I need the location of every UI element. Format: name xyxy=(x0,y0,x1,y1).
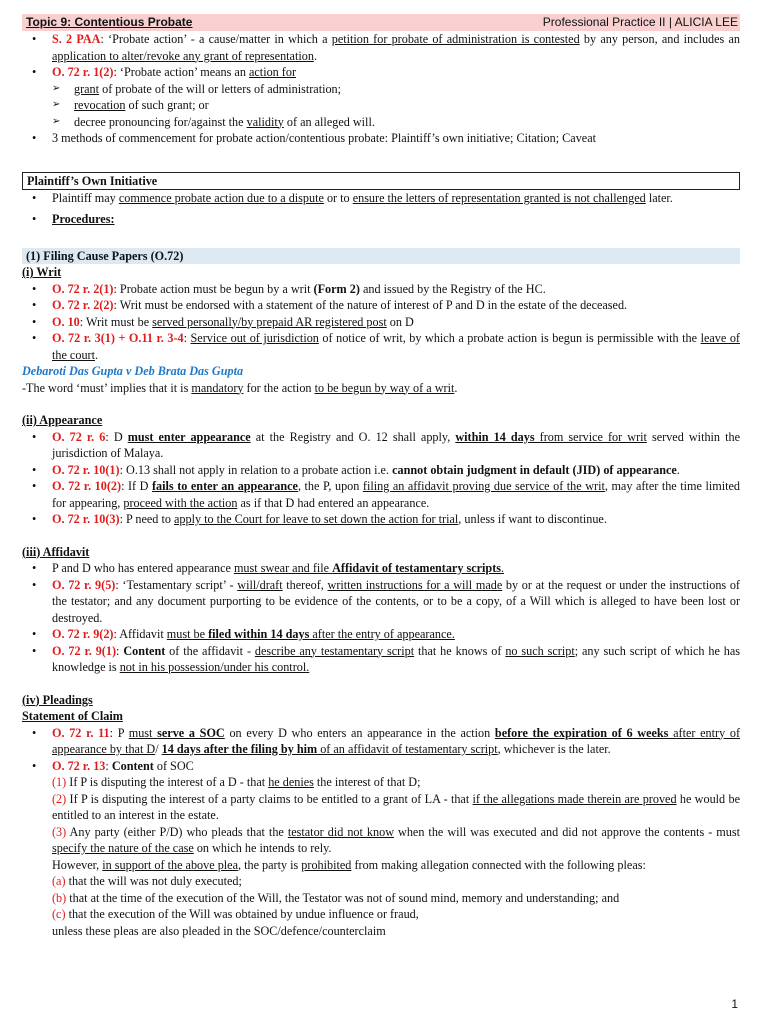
pleadings-heading: (iv) Pleadings xyxy=(22,692,93,707)
page-number: 1 xyxy=(731,997,738,1011)
list-item: • Procedures: xyxy=(22,211,740,228)
case-citation: Debaroti Das Gupta v Deb Brata Das Gupta xyxy=(22,364,244,378)
list-item: • O. 72 r. 10(2): If D fails to enter an appearance, the P, upon filing an affidavit proving due service of the writ, may after the time limited for appearing, proceed with the action as if that D had entered an appearance. xyxy=(22,478,740,511)
plea-item: (c) that the execution of the Will was obtained by undue influence or fraud, xyxy=(52,907,419,921)
content-point: (3) Any party (either P/D) who pleads that the testator did not know when the will was executed and did not approve the contents - must specify the nature of the case on which he intends to rely. xyxy=(52,824,740,855)
list-item: • O. 72 r. 10(3): P need to apply to the Court for leave to set down the action for trial, unless if want to discontinue. xyxy=(22,511,740,528)
writ-heading: (i) Writ xyxy=(22,265,62,279)
case-note: -The word ‘must’ implies that it is mandatory for the action to be begun by way of a writ. xyxy=(22,380,458,395)
sub-item: ➢ revocation of such grant; or xyxy=(22,97,740,114)
list-item: • O. 72 r. 2(2): Writ must be endorsed with a statement of the nature of interest of P and D in the estate of the deceased. xyxy=(22,297,740,314)
however-note: However, in support of the above plea, the party is prohibited from making allegation connected with the following pleas: xyxy=(52,857,646,872)
section-heading: Plaintiff’s Own Initiative xyxy=(22,172,740,190)
intro-list xyxy=(22,31,740,147)
list-item: • O. 72 r. 6: D must enter appearance at the Registry and O. 12 shall apply, within 14 days from service for writ served within the jurisdiction of Malaya. xyxy=(22,429,740,462)
list-item: • P and D who has entered appearance must swear and file Affidavit of testamentary scripts. xyxy=(22,560,740,577)
content-point: (1) If P is disputing the interest of a D - that he denies the interest of that D; xyxy=(52,775,421,789)
list-item: • O. 72 r. 9(5): ‘Testamentary script’ - will/draft thereof, written instructions for a will made by or at the request or under the instructions of the testator; and any document purporting to be evidence of the contents, or to be a copy, of a Will which is alleged to have been lost or destroyed. xyxy=(22,577,740,627)
list-item: • S. 2 PAA: ‘Probate action’ - a cause/matter in which a petition for probate of administration is contested by any person, and includes an application to alter/revoke any grant of representation. xyxy=(22,31,740,64)
document-page xyxy=(22,14,740,939)
content-point: (2) If P is disputing the interest of a party claims to be entitled to a grant of LA - that if the allegations made therein are proved he would be entitled to an interest in the estate. xyxy=(52,791,740,822)
list-item: • O. 72 r. 9(1): Content of the affidavit - describe any testamentary script that he knows of no such script; any such script of which he has knowledge is not in his possession/under his control. xyxy=(22,643,740,676)
sub-item: ➢ grant of probate of the will or letters of administration; xyxy=(22,81,740,98)
list-item: • O. 72 r. 1(2): ‘Probate action’ means an action for xyxy=(22,64,740,81)
sub-item: ➢ decree pronouncing for/against the validity of an alleged will. xyxy=(22,114,740,131)
plea-item: (b) that at the time of the execution of the Will, the Testator was not of sound mind, memory and understanding; and xyxy=(52,890,620,905)
list-item: • O. 72 r. 10(1): O.13 shall not apply in relation to a probate action i.e. cannot obtain judgment in default (JID) of appearance. xyxy=(22,462,740,479)
affidavit-heading: (iii) Affidavit xyxy=(22,544,90,559)
list-item: • O. 72 r. 3(1) + O.11 r. 3-4: Service out of jurisdiction of notice of writ, by which a probate action is begun is permissible with the leave of the court. xyxy=(22,330,740,363)
list-item: • O. 10: Writ must be served personally/by prepaid AR registered post on D xyxy=(22,314,740,331)
header-bar xyxy=(22,14,740,31)
list-item: • O. 72 r. 2(1): Probate action must be begun by a writ (Form 2) and issued by the Registry of the HC. xyxy=(22,281,740,298)
plea-item: (a) that the will was not duly executed; xyxy=(52,874,242,888)
topic-title: Topic 9: Contentious Probate xyxy=(26,15,193,30)
list-item: • Plaintiff may commence probate action due to a dispute or to ensure the letters of representation granted is not challenged later. xyxy=(22,190,740,207)
list-item: • O. 72 r. 13: Content of SOC xyxy=(22,758,740,775)
list-item: • O. 72 r. 9(2): Affidavit must be filed within 14 days after the entry of appearance. xyxy=(22,626,740,643)
list-item: • O. 72 r. 11: P must serve a SOC on every D who enters an appearance in the action before the expiration of 6 weeks after entry of appearance by that D/ 14 days after the filing by him of an affidavit of testamentary script, whichever is the later. xyxy=(22,725,740,758)
soc-heading: Statement of Claim xyxy=(22,709,123,723)
appearance-heading: (ii) Appearance xyxy=(22,413,103,427)
unless-note: unless these pleas are also pleaded in the SOC/defence/counterclaim xyxy=(52,923,386,938)
course-title: Professional Practice II | ALICIA LEE xyxy=(542,15,738,30)
subsection-heading: (1) Filing Cause Papers (O.72) xyxy=(22,248,740,265)
list-item: • 3 methods of commencement for probate action/contentious probate: Plaintiff’s own initiative; Citation; Caveat xyxy=(22,130,740,147)
